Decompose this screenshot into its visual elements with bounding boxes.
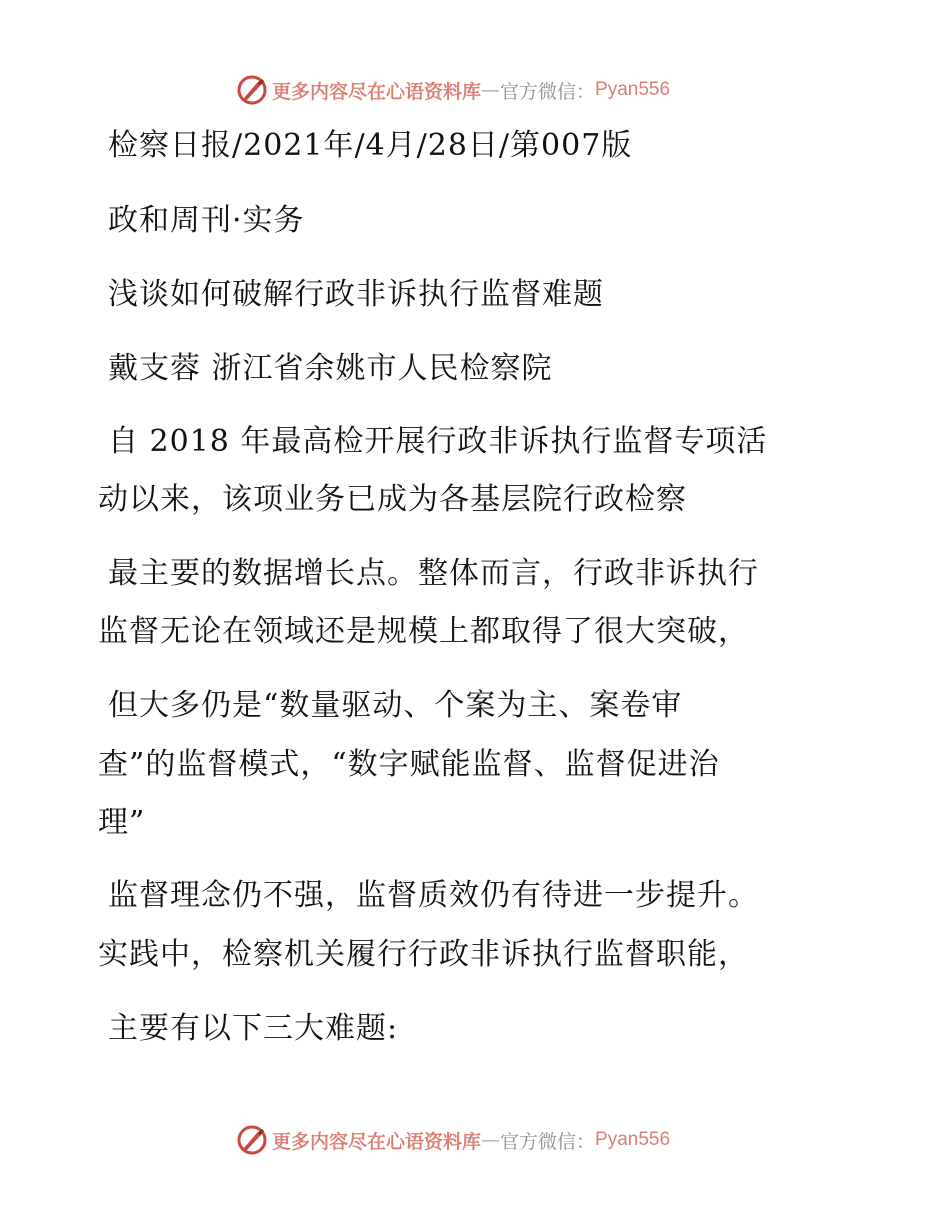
- pen-logo-icon: [236, 1124, 268, 1156]
- paragraph-4-line-1: 监督理念仍不强，监督质效仍有待进一步提升。: [108, 878, 759, 913]
- paragraph-5-line-1: 主要有以下三大难题:: [108, 1011, 399, 1046]
- header-watermark: [236, 73, 670, 107]
- source-line: 检察日报/2021年/4月/28日/第007版: [108, 128, 633, 163]
- paragraph-2-line-2: 监督无论在领域还是规模上都取得了很大突破，: [98, 614, 749, 649]
- watermark-wechat-id: Pyan556: [595, 1129, 671, 1150]
- watermark-main-text: 更多内容尽在心语资料库: [272, 80, 482, 103]
- paragraph-4-line-2: 实践中，检察机关履行行政非诉执行监督职能，: [98, 937, 749, 972]
- watermark-official-label: 官方微信：: [500, 1130, 596, 1153]
- watermark-separator: —: [481, 1129, 501, 1151]
- footer-watermark: [236, 1123, 670, 1157]
- paragraph-3-line-3: 理”: [98, 805, 146, 840]
- article-title: 浅谈如何破解行政非诉执行监督难题: [108, 277, 604, 312]
- paragraph-3-line-2: 查”的监督模式，“数字赋能监督、监督促进治: [98, 747, 720, 782]
- paragraph-1-line-1: 自 2018 年最高检开展行政非诉执行监督专项活: [108, 424, 768, 459]
- watermark-wechat-id: Pyan556: [595, 79, 671, 100]
- watermark-separator: —: [481, 79, 501, 101]
- paragraph-2-line-1: 最主要的数据增长点。整体而言，行政非诉执行: [108, 556, 759, 591]
- paragraph-1-line-2: 动以来，该项业务已成为各基层院行政检察: [98, 482, 687, 517]
- column-line: 政和周刊·实务: [108, 203, 305, 238]
- watermark-official-label: 官方微信：: [500, 80, 596, 103]
- pen-logo-icon: [236, 74, 268, 106]
- author-line: 戴支蓉 浙江省余姚市人民检察院: [108, 351, 553, 386]
- paragraph-3-line-1: 但大多仍是“数量驱动、个案为主、案卷审: [108, 688, 683, 723]
- watermark-main-text: 更多内容尽在心语资料库: [272, 1130, 482, 1153]
